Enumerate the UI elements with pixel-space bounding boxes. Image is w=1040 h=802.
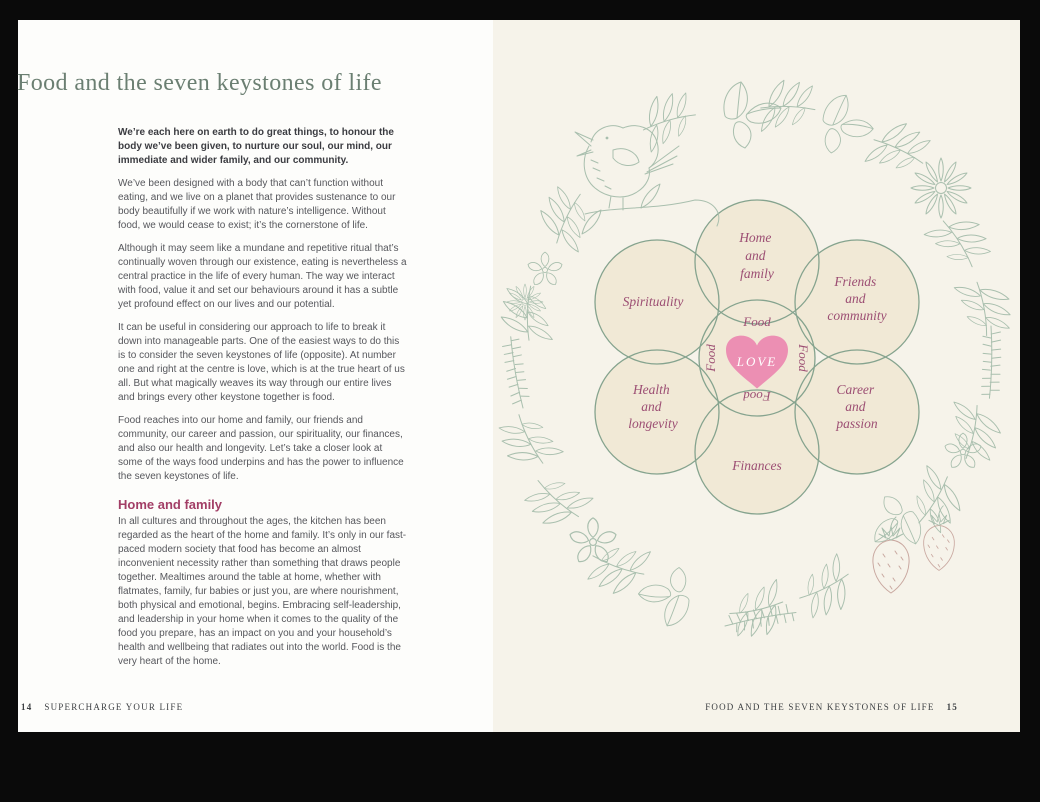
chapter-running-head: FOOD AND THE SEVEN KEYSTONES OF LIFE [705, 702, 935, 712]
left-page [18, 20, 493, 732]
petal-label-health-and-longevity: Health and longevity [628, 382, 678, 431]
petal-label-friends-and-community: Friends and community [827, 274, 887, 323]
petal-label-finances: Finances [732, 458, 782, 473]
food-label-top: Food [743, 314, 771, 329]
page-number: 14 [21, 702, 33, 712]
right-footer [705, 702, 958, 712]
keystones-illustration [493, 20, 1020, 732]
petal-label-career-and-passion: Career and passion [836, 382, 878, 431]
intro-paragraph: We’re each here on earth to do great things, to honour the body we’ve been given, to nurture our soul, our mind, our immediate and wider family, and our community. [118, 127, 394, 166]
section-heading: Home and family [118, 497, 223, 512]
left-footer [21, 702, 183, 712]
petal-label-spirituality: Spirituality [622, 294, 684, 309]
body-text-column [118, 126, 409, 678]
body-paragraph: It can be useful in considering our approach to life to break it down into manageable parts. One of the easiest ways to do this is to consider the seven keystones of life (opposite). At number one and right at the centre is love, which is at the true heart of us all. But what magically weaves its way through our entire lives and brings every other keystone together is food. [118, 322, 405, 403]
chapter-title: Food and the seven keystones of life [17, 70, 382, 96]
book-title-running-head: SUPERCHARGE YOUR LIFE [44, 702, 184, 712]
section-paragraph: In all cultures and throughout the ages, the kitchen has been regarded as the heart of the home and family. It’s only in our fast-paced modern society that food has become an almost inconvenient necessity rather than something that draws people together. Mealtimes around the table at home, whether with flatmates, family, fur babies or just you, are where nourishment, both physical and emotional, begins. Embracing self-leadership, and leadership in your home when it comes to the quality of the food you prepare, has an impact on you and your household’s health and wellbeing that radiates out into the world. Food is the very heart of the home. [118, 516, 407, 667]
food-label-right: Food [796, 344, 811, 372]
body-paragraph: Although it may seem like a mundane and repetitive ritual that’s continually woven through our existence, eating is nevertheless a central practice in the life of every human. The way we interact with food, value it and set our behaviours around it has a subtle yet profound effect on our lives and our potential. [118, 243, 407, 310]
body-paragraph: Food reaches into our home and family, our friends and community, our career and passion, our spirituality, our finances, and also our health and longevity. Let’s take a closer look at some of the ways food underpins and has the power to influence the seven keystones of life. [118, 415, 404, 482]
petal-label-home-and-family: Home and family [739, 230, 774, 281]
book-spread [18, 20, 1020, 732]
page-number: 15 [946, 702, 958, 712]
love-label: LOVE [736, 354, 778, 369]
bird-icon [575, 126, 719, 234]
body-paragraph: We’ve been designed with a body that can’t function without eating, and we live on a planet that provides sustenance to our body beautifully if we work with nature’s intelligence. Without food, we would cease to exist; it’s the cornerstone of life. [118, 178, 396, 231]
food-label-bottom: Food [743, 389, 771, 404]
right-page [493, 20, 1020, 732]
food-label-left: Food [703, 344, 718, 372]
